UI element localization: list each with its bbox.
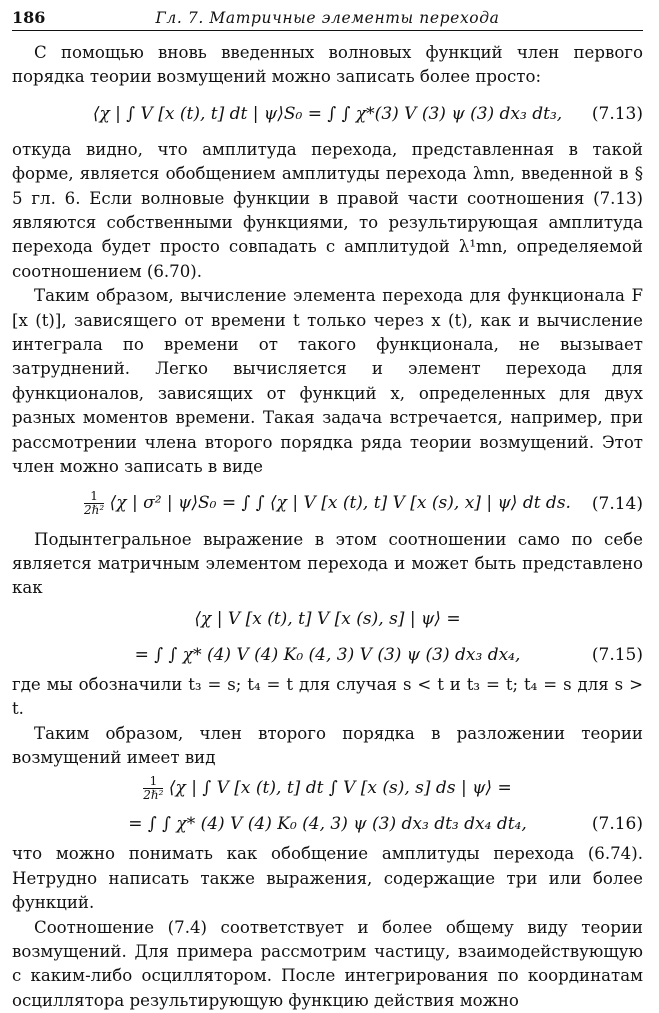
equation-number: (7.15)	[591, 644, 643, 665]
equation-body	[143, 775, 511, 802]
equation-number: (7.14)	[591, 493, 643, 514]
equation-content: ⟨χ | ∫ V [x (t), t] dt ∫ V [x (s), s] ds | ψ⟩ =	[168, 777, 512, 798]
paragraph-2: откуда видно, что амплитуда перехода, представленная в такой форме, является обобщением амплитуды перехода λmn, введенной в § 5 гл. 6. Если волновые функции в правой части соотношения (7.13) являются собственными функциями, то результирующая амплитуда перехода будет просто совпадать с амплитудой λ¹mn, определяемой соотношением (6.70).	[12, 139, 643, 281]
equation-content: ⟨χ | σ² | ψ⟩S₀ = ∫ ∫ ⟨χ | V [x (t), t] V [x (s), x] | ψ⟩ dt ds.	[109, 493, 571, 513]
fraction-prefactor: $\frac{1}{\text{2ℏ²}}$	[143, 773, 164, 802]
equation-7-16-line-2	[12, 806, 643, 842]
equation-7-14	[12, 480, 643, 528]
equation-7-16-line-1	[12, 770, 643, 806]
equation-body: ⟨χ | V [x (t), t] V [x (s), s] | ψ⟩ =	[194, 608, 461, 629]
page-number: 186	[12, 8, 46, 27]
page-header	[12, 6, 643, 31]
equation-body: = ∫ ∫ χ* (4) V (4) K₀ (4, 3) ψ (3) dx₃ dt₃ dx₄ dt₄,	[128, 814, 527, 835]
running-head: Гл. 7. Матричные элементы перехода	[155, 9, 500, 27]
equation-body: ⟨χ | ∫ V [x (t), t] dt | ψ⟩S₀ = ∫ ∫ χ*(3) V (3) ψ (3) dx₃ dt₃,	[92, 103, 563, 124]
paragraph-3: Таким образом, вычисление элемента перехода для функционала F [x (t)], зависящего от времени t только через x (t), как и вычисление интеграла по времени от такого функционала, не вызывает затруднений. Легко вычисляется и элемент перехода для функционалов, зависящих от функций x, определенных для двух разных моментов времени. Такая задача встречается, например, при рассмотрении члена второго порядка ряда теории возмущений. Этот член можно записать в виде	[12, 286, 643, 477]
paragraph-6: Таким образом, член второго порядка в разложении теории возмущений имеет вид	[12, 723, 643, 767]
equation-body	[84, 490, 571, 517]
paragraph-1: С помощью вновь введенных волновых функций член первого порядка теории возмущений можно записать более просто:	[12, 43, 643, 87]
equation-body: = ∫ ∫ χ* (4) V (4) K₀ (4, 3) V (3) ψ (3) dx₃ dx₄,	[134, 644, 521, 665]
fraction-prefactor: $\frac{1}{\text{2ℏ²}}$	[84, 489, 105, 517]
paragraph-5: где мы обозначили t₃ = s; t₄ = t для случая s < t и t₃ = t; t₄ = s для s > t.	[12, 674, 643, 719]
equation-7-15-line-1	[12, 601, 643, 637]
paragraph-7: что можно понимать как обобщение амплитуды перехода (6.74). Нетрудно написать также выражения, содержащие три или более функций.	[12, 844, 643, 913]
equation-number: (7.13)	[591, 103, 643, 124]
paragraph-8: Соотношение (7.4) соответствует и более общему виду теории возмущений. Для примера рассмотрим частицу, взаимодействующую с каким-либо осциллятором. После интегрирования по координатам осциллятора результирующую функцию действия можно	[12, 917, 643, 1010]
equation-7-13	[12, 90, 643, 138]
equation-number: (7.16)	[591, 814, 643, 835]
equation-7-15-line-2	[12, 637, 643, 673]
paragraph-4: Подынтегральное выражение в этом соотношении само по себе является матричным элементом перехода и может быть представлено как	[12, 529, 643, 598]
